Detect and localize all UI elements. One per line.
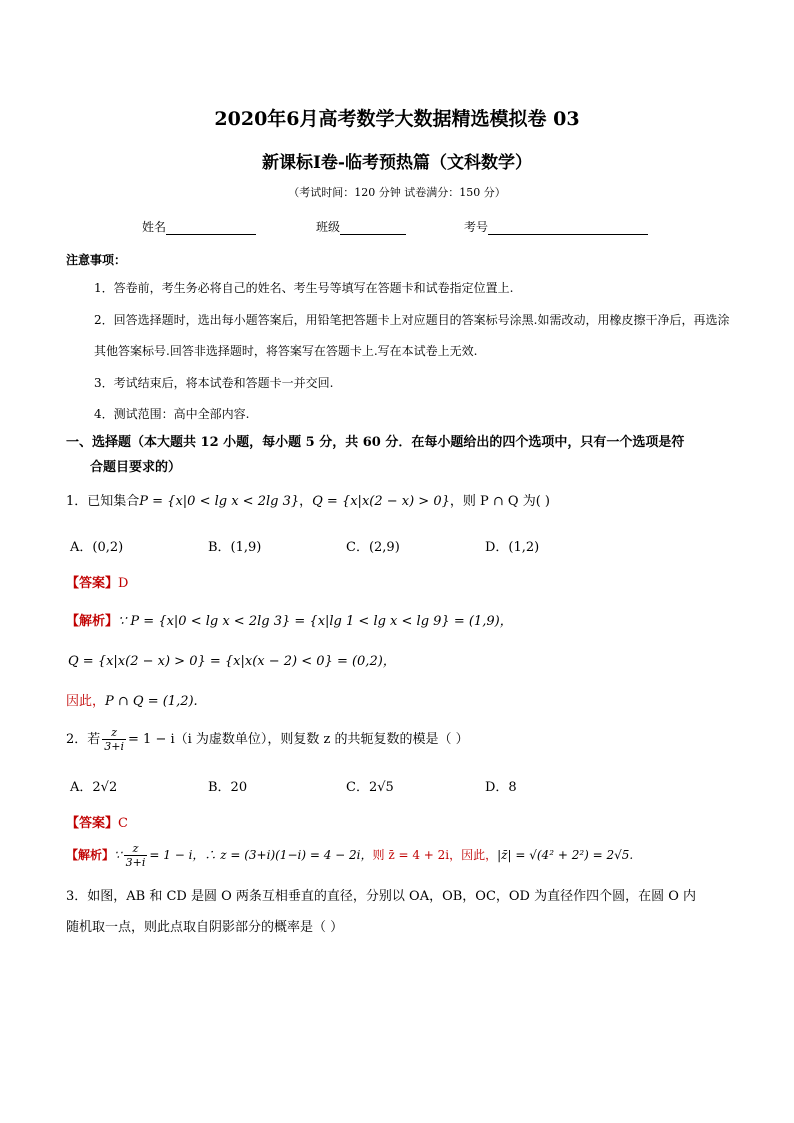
note-item: 3．考试结束后，将本试卷和答题卡一并交回.: [94, 376, 334, 390]
exam-title: 2020年6月高考数学大数据精选模拟卷 03: [214, 108, 580, 130]
note-item: 1．答卷前，考生务必将自己的姓名、考生号等填写在答题卡和试卷指定位置上.: [94, 281, 514, 295]
q2-option-b[interactable]: B．20: [208, 780, 248, 795]
id-field[interactable]: [464, 218, 648, 235]
q2-option-a[interactable]: A．2√2: [70, 780, 118, 795]
question-3-stem-line1: 3．如图，AB 和 CD 是圆 O 两条互相垂直的直径，分别以 OA，OB，OC，OD 为直径作四个圆，在圆 O 内: [66, 889, 697, 904]
exam-subtitle: 新课标Ⅰ卷-临考预热篇（文科数学）: [261, 153, 532, 173]
section-heading-line2: 合题目要求的）: [90, 460, 182, 475]
q1-analysis-line3: 因此，P ∩ Q = (1,2).: [66, 694, 198, 709]
note-item: 其他答案标号.回答非选择题时，将答案写在答题卡上.写在本试卷上无效.: [94, 344, 478, 358]
note-item: 4．测试范围：高中全部内容.: [94, 407, 250, 421]
q1-analysis-line2: Q = {x|x(2 − x) > 0} = {x|x(x − 2) < 0} = (0,2)，: [68, 654, 396, 669]
q1-option-a[interactable]: A．(0,2): [70, 540, 124, 555]
set-p: P = {x|0 < lg x < 2lg 3}: [139, 494, 300, 509]
question-3-stem-line2: 随机取一点，则此点取自阴影部分的概率是（ ）: [66, 920, 344, 935]
q1-option-d[interactable]: D．(1,2): [485, 540, 540, 555]
name-label: 姓名: [142, 220, 167, 234]
notes-heading: 注意事项：: [66, 253, 127, 267]
question-1-stem: 1．已知集合P = {x|0 < lg x < 2lg 3}，Q = {x|x(2 − x) > 0}，则 P ∩ Q 为( ): [66, 494, 550, 509]
name-blank[interactable]: [166, 222, 256, 235]
q1-option-b[interactable]: B．(1,9): [208, 540, 262, 555]
fraction-z-over-3-plus-i: $\frac{z}{3+i}$: [104, 726, 125, 753]
q2-option-d[interactable]: D．8: [485, 780, 517, 795]
class-label: 班级: [316, 220, 341, 234]
question-2-stem: 2．若 $\frac{z}{3+i}$ = 1 − i（i 为虚数单位），则复数 z 的共轭复数的模是（ ）: [66, 726, 469, 753]
set-q: Q = {x|x(2 − x) > 0}: [312, 494, 450, 509]
class-field[interactable]: [316, 218, 406, 235]
name-field[interactable]: [142, 218, 256, 235]
q2-analysis: 【解析】∵ $\frac{z}{3+i}$ = 1 − i，∴ z = (3+i)(1−i) = 4 − 2i，则 z̄ = 4 + 2i，因此，|z̄| = √(4² + 2²) = 2√5.: [66, 842, 634, 869]
section-heading-line1: 一、选择题（本大题共 12 小题，每小题 5 分，共 60 分．在每小题给出的四个选项中，只有一个选项是符: [66, 435, 685, 450]
q2-option-c[interactable]: C．2√5: [346, 780, 394, 795]
q1-answer: 【答案】D: [66, 576, 129, 591]
class-blank[interactable]: [340, 222, 406, 235]
note-item: 2．回答选择题时，选出每小题答案后，用铅笔把答题卡上对应题目的答案标号涂黑.如需改动，用橡皮擦干净后，再选涂: [94, 313, 730, 327]
id-label: 考号: [464, 220, 489, 234]
q1-option-c[interactable]: C．(2,9): [346, 540, 400, 555]
id-blank[interactable]: [488, 222, 648, 235]
exam-info: （考试时间：120 分钟 试卷满分：150 分）: [288, 186, 506, 199]
q1-analysis-line1: 【解析】∵ P = {x|0 < lg x < 2lg 3} = {x|lg 1 < lg x < lg 9} = (1,9)，: [66, 614, 513, 629]
fraction-z-over-3-plus-i: $\frac{z}{3+i}$: [125, 842, 146, 869]
q2-answer: 【答案】C: [66, 816, 128, 831]
